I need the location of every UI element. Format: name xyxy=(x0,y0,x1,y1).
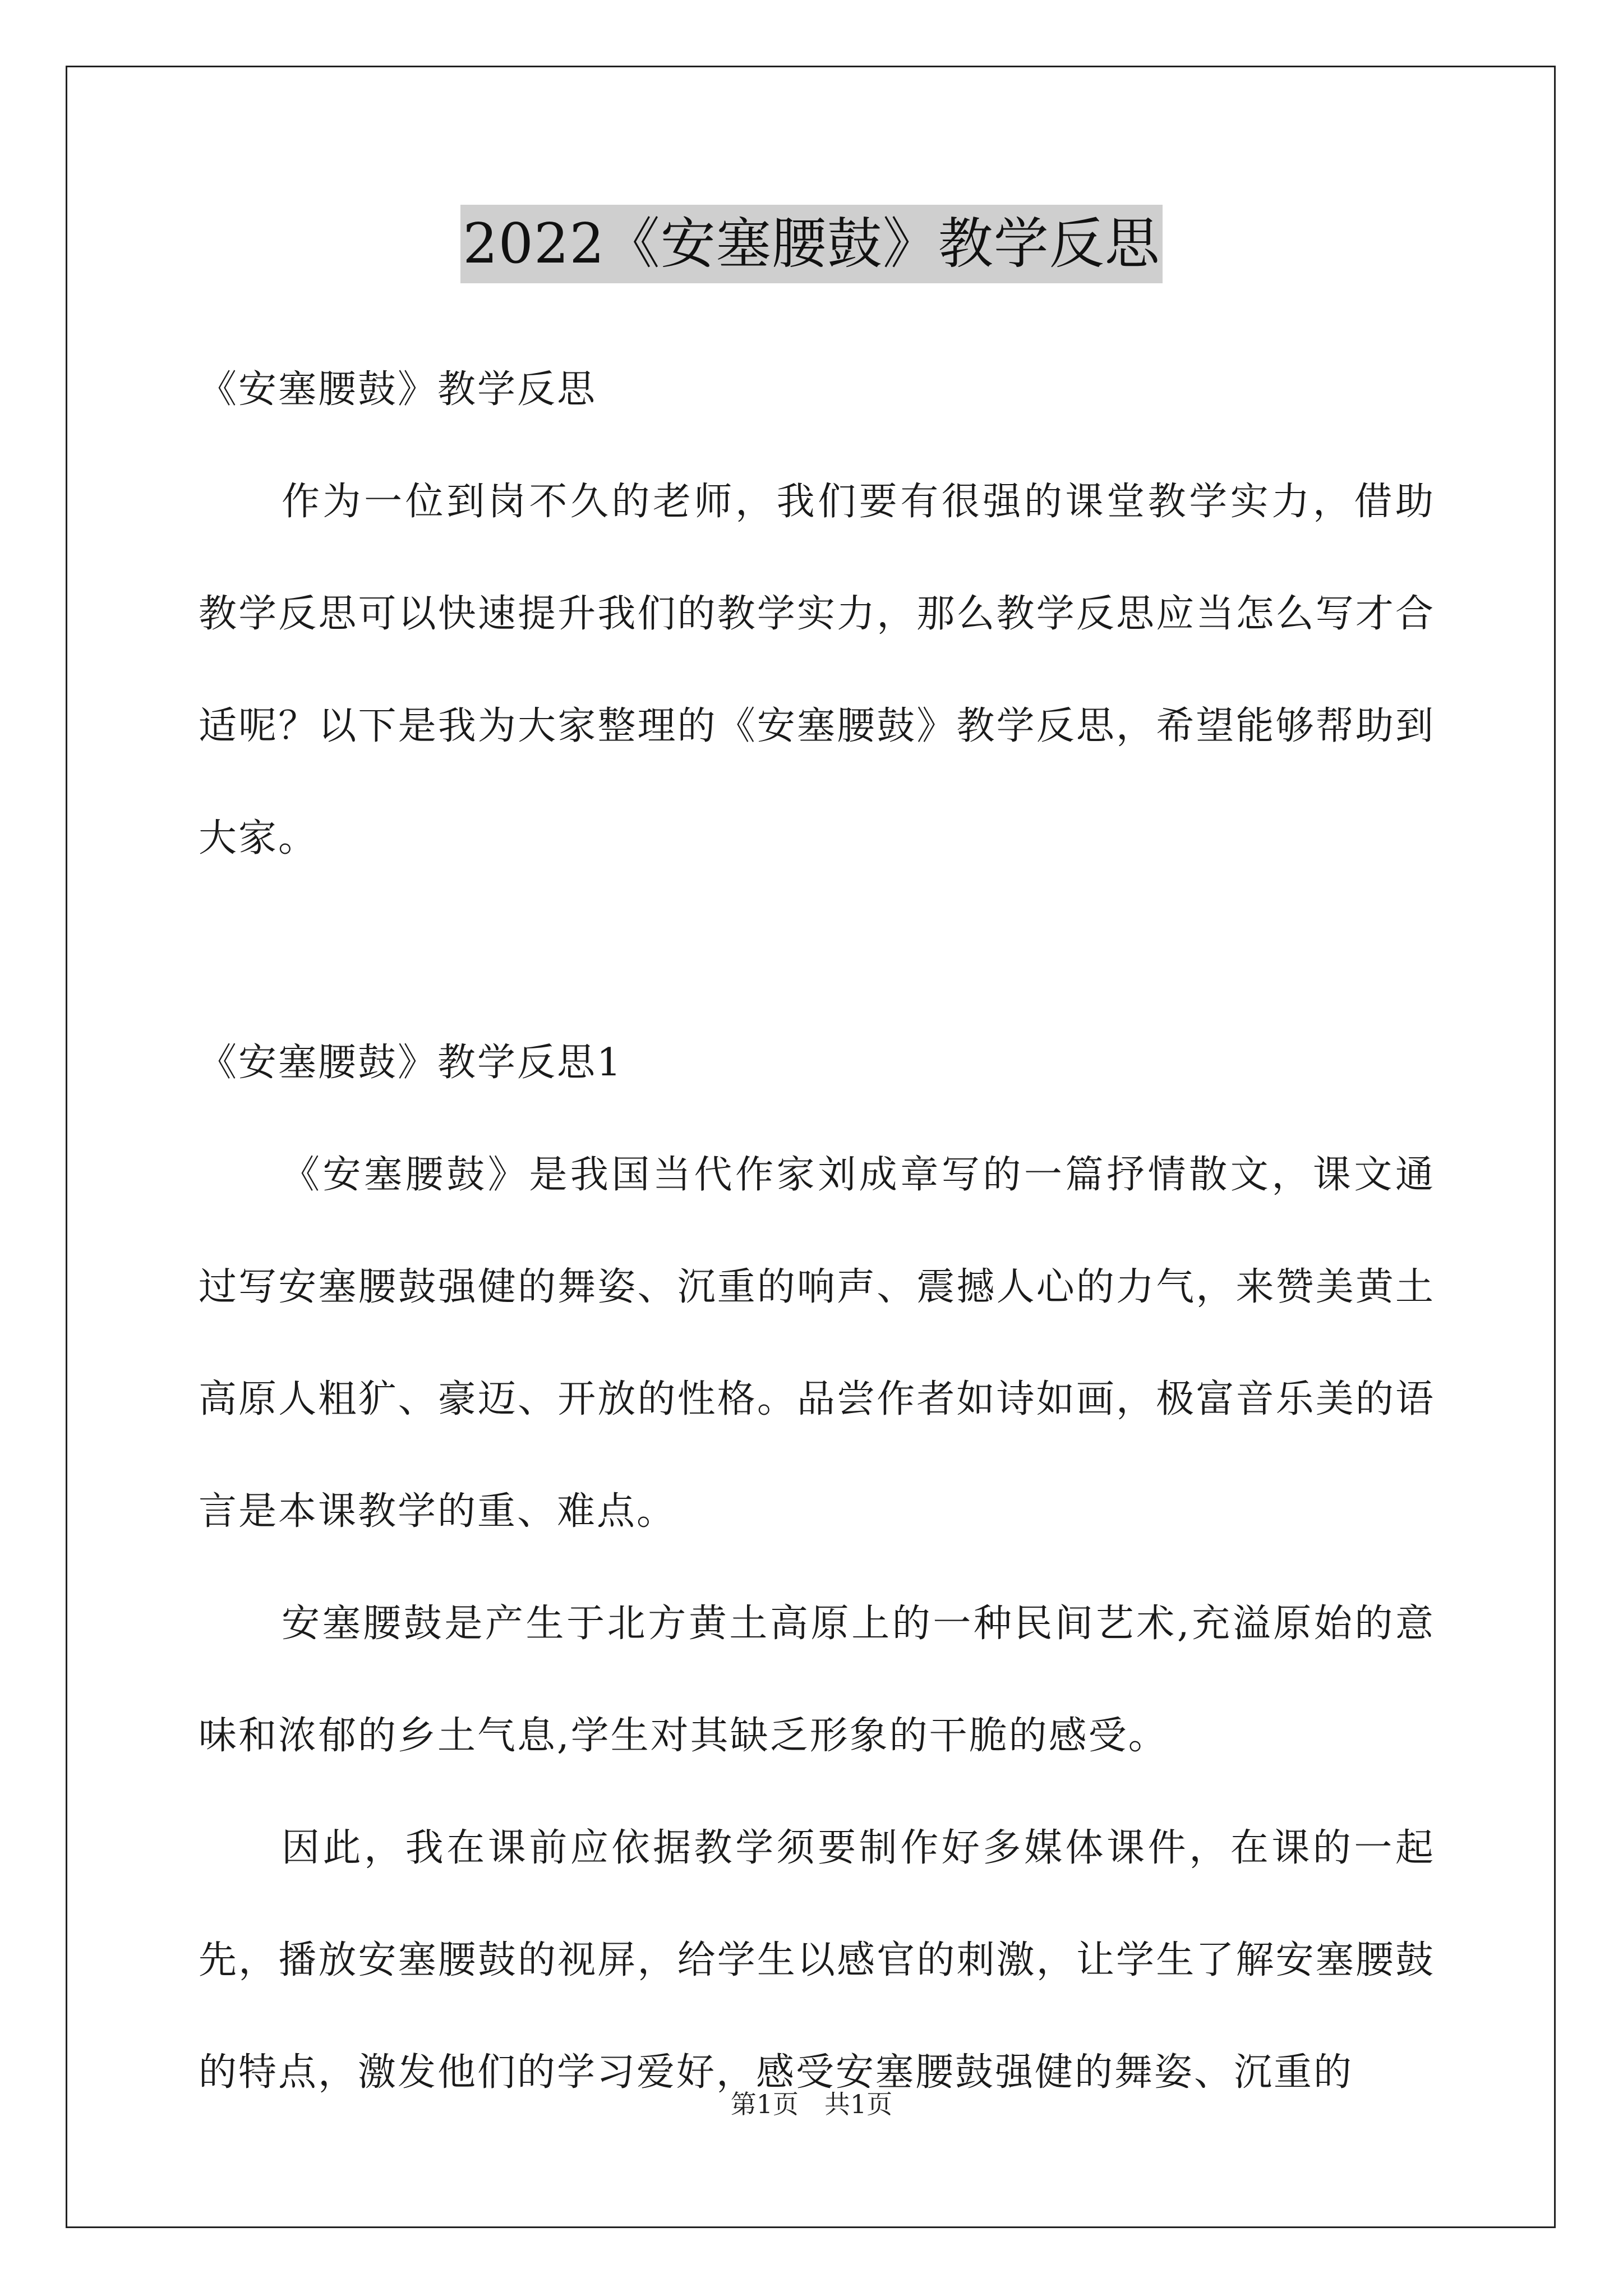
page-footer: 第1页 共1页 xyxy=(730,2089,893,2119)
section-spacer xyxy=(199,895,1435,1007)
section1-heading: 《安塞腰鼓》教学反思1 xyxy=(199,1041,623,1085)
section1-paragraph-3: 因此，我在课前应依据教学须要制作好多媒体课件，在课的一起先，播放安塞腰鼓的视屏，给学生以感官的刺激，让学生了解安塞腰鼓的特点，激发他们的学习爱好，感受安塞腰鼓强健的舞姿、沉重的 xyxy=(199,1826,1435,2095)
intro-heading: 《安塞腰鼓》教学反思 xyxy=(199,367,597,412)
title-container xyxy=(0,205,1623,283)
document-title: 2022《安塞腰鼓》教学反思 xyxy=(460,205,1162,283)
document-body xyxy=(199,334,1435,2129)
section1-paragraph-2: 安塞腰鼓是产生于北方黄土高原上的一种民间艺术,充溢原始的意味和浓郁的乡土气息,学生对其缺乏形象的干脆的感受。 xyxy=(199,1602,1435,1758)
section1-paragraph-1: 《安塞腰鼓》是我国当代作家刘成章写的一篇抒情散文，课文通过写安塞腰鼓强健的舞姿、沉重的响声、震撼人心的力气，来赞美黄土高原人粗犷、豪迈、开放的性格。品尝作者如诗如画，极富音乐美的语言是本课教学的重、难点。 xyxy=(199,1153,1435,1534)
intro-paragraph: 作为一位到岗不久的老师，我们要有很强的课堂教学实力，借助教学反思可以快速提升我们的教学实力，那么教学反思应当怎么写才合适呢？以下是我为大家整理的《安塞腰鼓》教学反思，希望能够帮助到大家。 xyxy=(199,480,1435,861)
